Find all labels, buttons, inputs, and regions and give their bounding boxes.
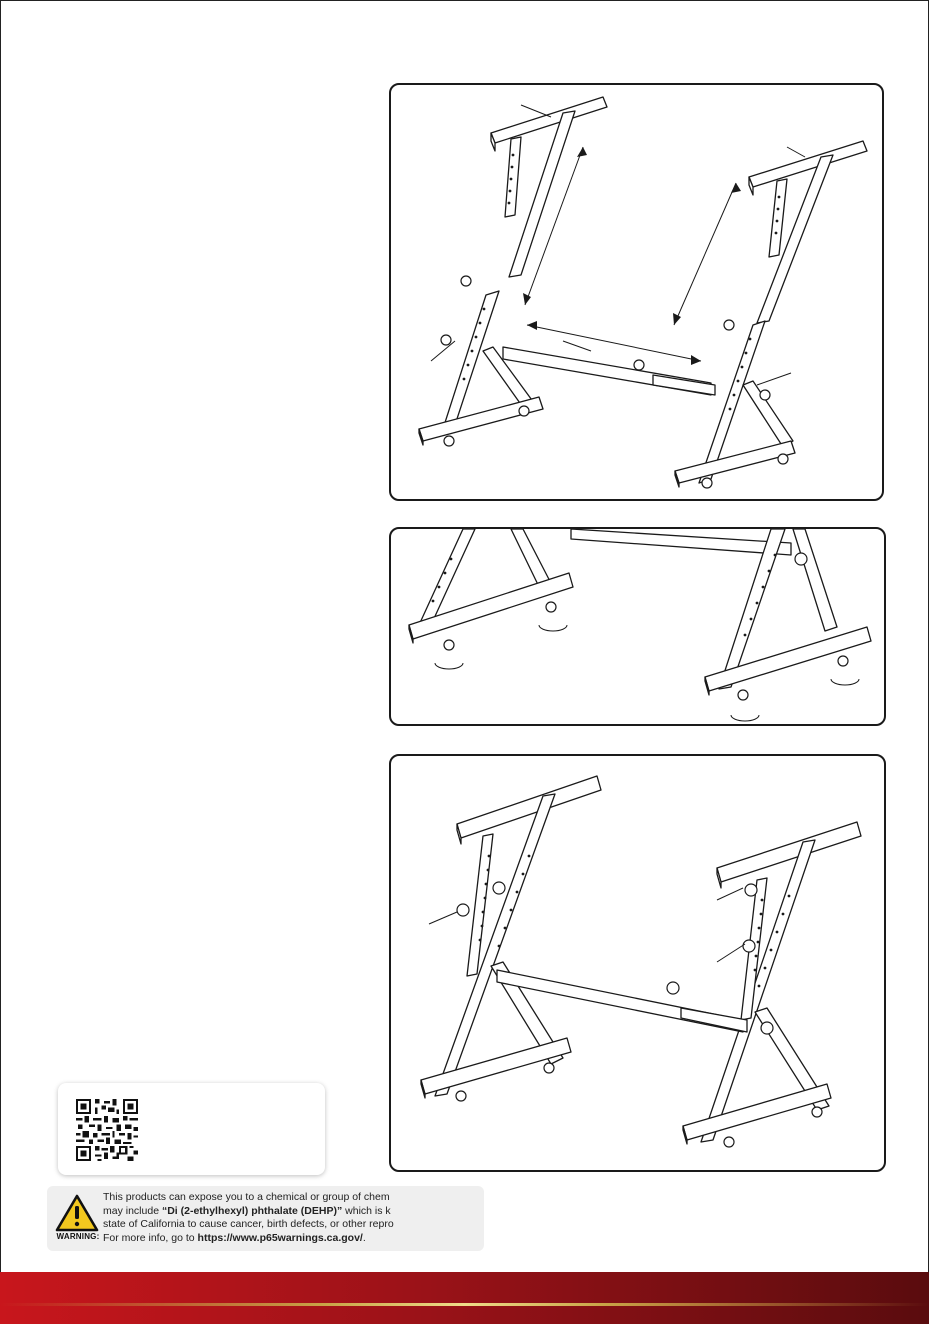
qr-code-card — [58, 1083, 325, 1175]
warning-line-2-suffix: which is k — [342, 1204, 391, 1217]
warning-line-1: This products can expose you to a chemical or group of chem — [103, 1191, 390, 1203]
warning-line-4-prefix: For more info, go to — [103, 1231, 198, 1244]
qr-code — [76, 1099, 138, 1161]
warning-chemical-name: “Di (2-ethylhexyl) phthalate (DEHP)” — [161, 1204, 343, 1217]
warning-text — [103, 1191, 483, 1245]
footer-gold-stripe — [0, 1303, 929, 1306]
p65-warnings-link[interactable]: https://www.p65warnings.ca.gov/ — [197, 1231, 363, 1244]
assembled-stand-drawing — [391, 756, 886, 1172]
assembly-diagram-step-1 — [389, 83, 884, 501]
assembly-diagram-step-2 — [389, 527, 886, 726]
exploded-stand-drawing — [391, 85, 884, 501]
warning-line-3: state of California to cause cancer, birth defects, or other repro — [103, 1218, 394, 1230]
assembly-diagram-step-3 — [389, 754, 886, 1172]
warning-line-2 — [103, 1205, 483, 1219]
footer-band — [0, 1272, 929, 1324]
warning-line-4-suffix: . — [362, 1231, 366, 1244]
prop65-warning — [47, 1186, 484, 1251]
warning-label: WARNING: — [56, 1232, 100, 1241]
warning-line-4 — [103, 1232, 483, 1246]
caster-installation-drawing — [391, 529, 886, 726]
warning-triangle-icon — [55, 1194, 99, 1232]
warning-line-2-prefix: may include — [103, 1204, 162, 1217]
